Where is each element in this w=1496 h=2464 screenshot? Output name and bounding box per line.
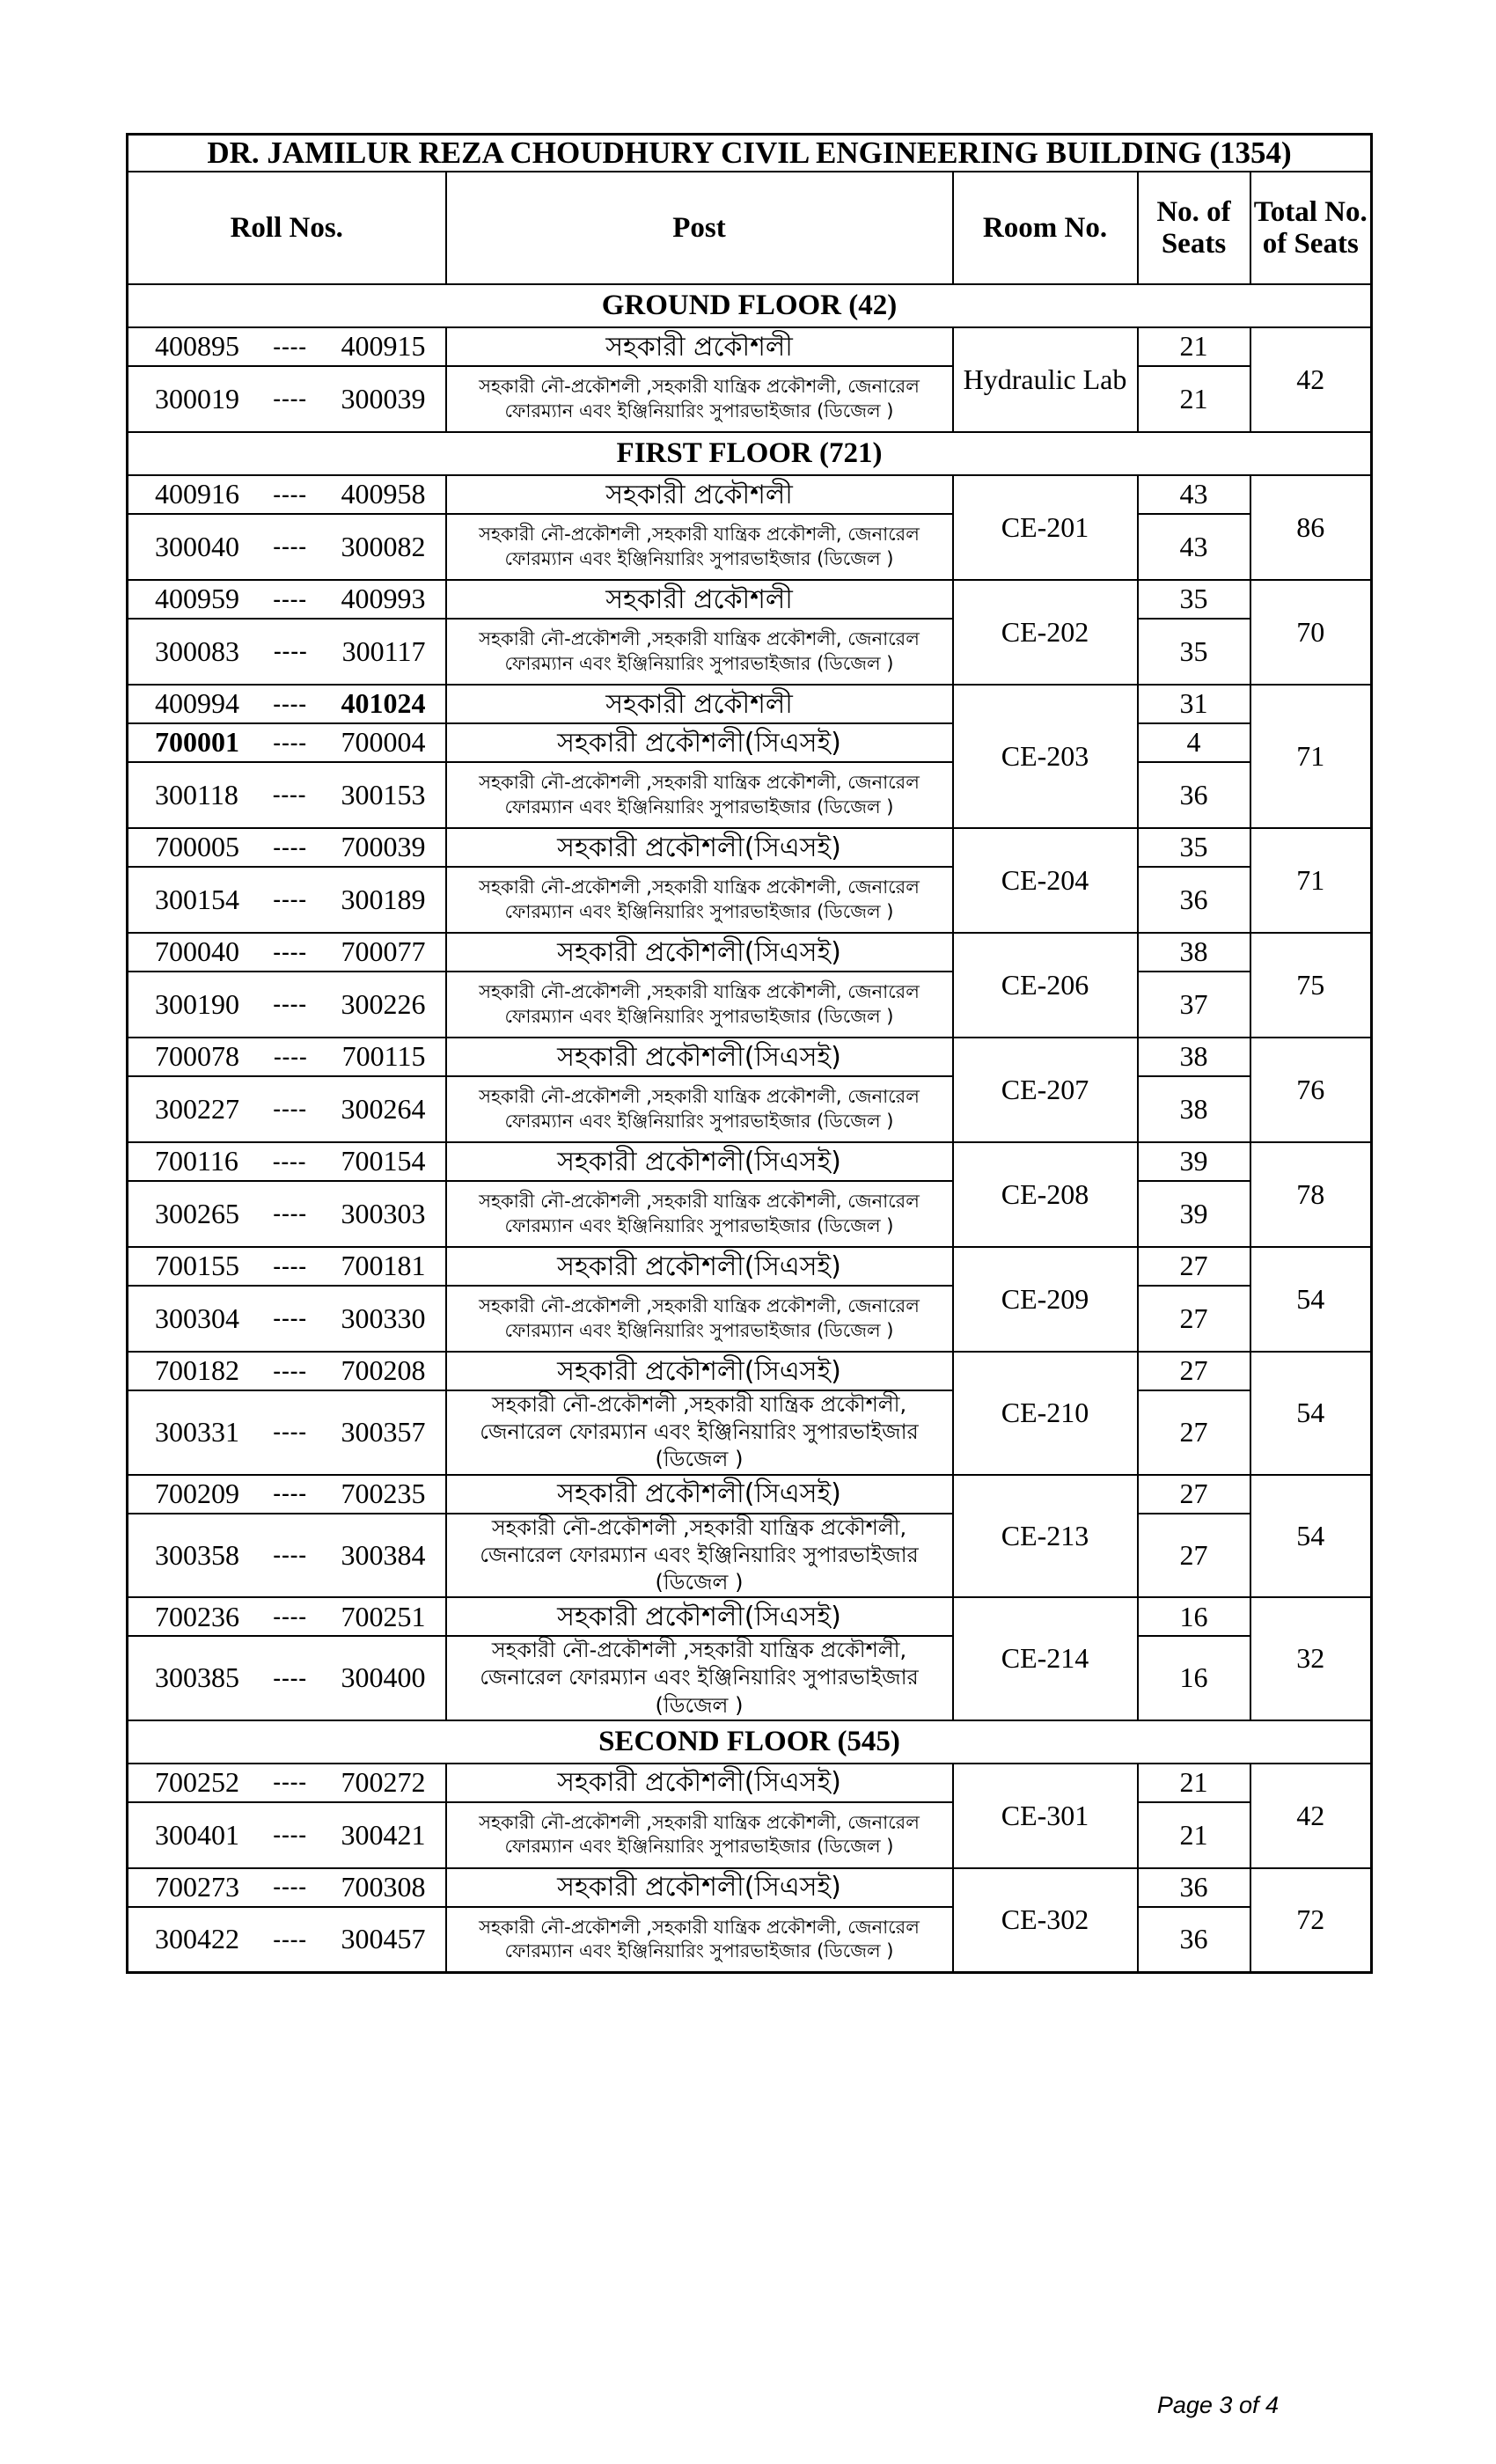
post-name: সহকারী নৌ-প্রকৌশলী ,সহকারী যান্ত্রিক প্রকৌশলী, জেনারেল ফোরম্যান এবং ইঞ্জিনিয়ারিং সুপারভাইজার (ডিজেল ) — [446, 1286, 953, 1352]
roll-to: 700208 — [341, 1354, 426, 1387]
table-row — [128, 1475, 1372, 1514]
table-row — [128, 1038, 1372, 1076]
roll-from: 300083 — [155, 634, 239, 667]
roll-range — [128, 366, 446, 432]
roll-to: 300357 — [341, 1416, 426, 1448]
seat-count: 38 — [1138, 1038, 1250, 1076]
post-name: সহকারী প্রকৌশলী(সিএসই) — [446, 1597, 953, 1636]
roll-separator: ---- — [273, 385, 308, 412]
seat-count: 36 — [1138, 1907, 1250, 1973]
roll-range — [128, 619, 446, 685]
total-seats: 71 — [1250, 828, 1372, 933]
roll-range — [128, 1764, 446, 1802]
header-room-no: Room No. — [953, 172, 1138, 284]
roll-range-inner — [128, 636, 445, 667]
room-no: CE-210 — [953, 1352, 1138, 1475]
roll-range — [128, 1286, 446, 1352]
header-no-of-seats: No. of Seats — [1138, 172, 1250, 284]
roll-range — [128, 1352, 446, 1390]
post-name: সহকারী নৌ-প্রকৌশলী ,সহকারী যান্ত্রিক প্রকৌশলী, জেনারেল ফোরম্যান এবং ইঞ্জিনিয়ারিং সুপারভাইজার (ডিজেল ) — [446, 1802, 953, 1868]
roll-range — [128, 685, 446, 723]
roll-to: 300153 — [341, 778, 426, 810]
seat-count: 31 — [1138, 685, 1250, 723]
roll-range — [128, 1038, 446, 1076]
seat-count: 21 — [1138, 327, 1250, 366]
seat-count: 38 — [1138, 1076, 1250, 1142]
room-no: CE-213 — [953, 1475, 1138, 1598]
roll-to: 300421 — [341, 1818, 426, 1851]
table-row — [128, 1390, 1372, 1475]
roll-range-inner — [128, 936, 445, 967]
roll-range — [128, 972, 446, 1038]
seat-count: 35 — [1138, 619, 1250, 685]
total-seats: 75 — [1250, 933, 1372, 1038]
roll-range — [128, 867, 446, 933]
roll-separator: ---- — [273, 1542, 308, 1568]
total-seats: 54 — [1250, 1475, 1372, 1598]
table-row — [128, 580, 1372, 619]
roll-from: 700078 — [155, 1040, 239, 1073]
post-name: সহকারী প্রকৌশলী(সিএসই) — [446, 1475, 953, 1514]
post-name: সহকারী প্রকৌশলী — [446, 475, 953, 514]
post-name: সহকারী নৌ-প্রকৌশলী ,সহকারী যান্ত্রিক প্রকৌশলী, জেনারেল ফোরম্যান এবং ইঞ্জিনিয়ারিং সুপারভাইজার (ডিজেল ) — [446, 514, 953, 580]
roll-range — [128, 1597, 446, 1636]
roll-to: 300303 — [341, 1197, 426, 1229]
roll-to: 300117 — [341, 634, 426, 667]
roll-separator: ---- — [273, 1096, 308, 1122]
table-row — [128, 972, 1372, 1038]
roll-from: 700040 — [155, 935, 239, 968]
roll-range — [128, 1636, 446, 1720]
table-row — [128, 1142, 1372, 1181]
roll-separator: ---- — [273, 1200, 308, 1227]
roll-to: 300457 — [341, 1923, 426, 1955]
roll-to: 300189 — [341, 883, 426, 915]
post-name: সহকারী নৌ-প্রকৌশলী ,সহকারী যান্ত্রিক প্রকৌশলী, জেনারেল ফোরম্যান এবং ইঞ্জিনিয়ারিং সুপারভাইজার (ডিজেল ) — [446, 762, 953, 828]
roll-range-inner — [128, 1094, 445, 1125]
total-seats: 54 — [1250, 1247, 1372, 1352]
room-no: CE-301 — [953, 1764, 1138, 1868]
roll-range — [128, 514, 446, 580]
roll-to: 300039 — [341, 382, 426, 414]
roll-from: 400994 — [155, 687, 239, 720]
room-no: CE-201 — [953, 475, 1138, 580]
seat-plan-body — [128, 135, 1372, 1973]
table-row — [128, 933, 1372, 972]
floor-row — [128, 432, 1372, 475]
roll-range-inner — [128, 989, 445, 1020]
floor-heading: FIRST FLOOR (721) — [128, 432, 1372, 475]
table-row — [128, 685, 1372, 723]
roll-range-inner — [128, 1199, 445, 1229]
seat-count: 21 — [1138, 366, 1250, 432]
roll-range — [128, 1868, 446, 1907]
roll-range — [128, 1181, 446, 1247]
header-total-seats: Total No. of Seats — [1250, 172, 1372, 284]
seat-count: 21 — [1138, 1802, 1250, 1868]
seat-count: 27 — [1138, 1247, 1250, 1286]
post-name: সহকারী প্রকৌশলী(সিএসই) — [446, 1764, 953, 1802]
roll-to: 700181 — [341, 1250, 426, 1282]
post-name: সহকারী নৌ-প্রকৌশলী ,সহকারী যান্ত্রিক প্রকৌশলী, জেনারেল ফোরম্যান এবং ইঞ্জিনিয়ারিং সুপারভাইজার (ডিজেল ) — [446, 1907, 953, 1973]
roll-from: 700236 — [155, 1600, 239, 1632]
roll-from: 300385 — [155, 1661, 239, 1694]
roll-separator: ---- — [273, 480, 308, 507]
seat-count: 27 — [1138, 1390, 1250, 1475]
roll-from: 300265 — [155, 1197, 239, 1229]
table-row — [128, 475, 1372, 514]
roll-range-inner — [128, 1250, 445, 1281]
roll-range — [128, 1390, 446, 1475]
total-seats: 78 — [1250, 1142, 1372, 1247]
building-title: DR. JAMILUR REZA CHOUDHURY CIVIL ENGINEERING BUILDING (1354) — [128, 135, 1372, 172]
table-row — [128, 1636, 1372, 1720]
post-name: সহকারী নৌ-প্রকৌশলী ,সহকারী যান্ত্রিক প্রকৌশলী, জেনারেল ফোরম্যান এবং ইঞ্জিনিয়ারিং সুপারভাইজার (ডিজেল ) — [446, 1181, 953, 1247]
roll-range-inner — [128, 1767, 445, 1798]
roll-range-inner — [128, 884, 445, 915]
roll-separator: ---- — [273, 1480, 308, 1507]
roll-separator: ---- — [273, 1925, 308, 1952]
roll-from: 700252 — [155, 1766, 239, 1799]
roll-to: 300264 — [341, 1092, 426, 1125]
roll-separator: ---- — [273, 333, 308, 359]
post-name: সহকারী নৌ-প্রকৌশলী ,সহকারী যান্ত্রিক প্রকৌশলী, জেনারেল ফোরম্যান এবং ইঞ্জিনিয়ারিং সুপারভাইজার (ডিজেল ) — [446, 1076, 953, 1142]
roll-range-inner — [128, 1478, 445, 1509]
post-name: সহকারী নৌ-প্রকৌশলী ,সহকারী যান্ত্রিক প্রকৌশলী, জেনারেল ফোরম্যান এবং ইঞ্জিনিয়ারিং সুপারভাইজার (ডিজেল ) — [446, 1390, 953, 1475]
title-row — [128, 135, 1372, 172]
roll-range — [128, 723, 446, 762]
roll-from: 700209 — [155, 1477, 239, 1509]
roll-range-inner — [128, 1540, 445, 1571]
total-seats: 42 — [1250, 327, 1372, 432]
roll-separator: ---- — [273, 1305, 308, 1331]
roll-range — [128, 1142, 446, 1181]
roll-to: 700039 — [341, 831, 426, 863]
roll-range — [128, 1475, 446, 1514]
total-seats: 70 — [1250, 580, 1372, 685]
header-row — [128, 172, 1372, 284]
table-row — [128, 867, 1372, 933]
roll-range-inner — [128, 1602, 445, 1632]
roll-to: 700308 — [341, 1871, 426, 1903]
roll-to: 700004 — [341, 726, 426, 759]
post-name: সহকারী প্রকৌশলী(সিএসই) — [446, 723, 953, 762]
roll-to: 400993 — [341, 583, 426, 615]
post-name: সহকারী প্রকৌশলী — [446, 327, 953, 366]
roll-range-inner — [128, 1146, 445, 1177]
table-row — [128, 1076, 1372, 1142]
roll-from: 300154 — [155, 883, 239, 915]
roll-separator: ---- — [274, 638, 308, 664]
roll-to: 700077 — [341, 935, 426, 968]
roll-to: 300082 — [341, 530, 426, 562]
roll-to: 700251 — [341, 1600, 426, 1632]
roll-range-inner — [128, 1820, 445, 1851]
table-row — [128, 514, 1372, 580]
post-name: সহকারী নৌ-প্রকৌশলী ,সহকারী যান্ত্রিক প্রকৌশলী, জেনারেল ফোরম্যান এবং ইঞ্জিনিয়ারিং সুপারভাইজার (ডিজেল ) — [446, 1636, 953, 1720]
roll-separator: ---- — [273, 533, 308, 560]
roll-range — [128, 1247, 446, 1286]
table-row — [128, 1764, 1372, 1802]
room-no: CE-206 — [953, 933, 1138, 1038]
table-row — [128, 1286, 1372, 1352]
roll-separator: ---- — [273, 938, 308, 964]
seat-count: 36 — [1138, 1868, 1250, 1907]
roll-range-inner — [128, 384, 445, 414]
roll-to: 401024 — [341, 687, 426, 720]
total-seats: 76 — [1250, 1038, 1372, 1142]
roll-range-inner — [128, 532, 445, 562]
roll-separator: ---- — [272, 1148, 307, 1174]
roll-to: 400958 — [341, 478, 426, 510]
room-no: CE-203 — [953, 685, 1138, 828]
post-name: সহকারী প্রকৌশলী — [446, 685, 953, 723]
roll-from: 300331 — [155, 1416, 239, 1448]
room-no: CE-208 — [953, 1142, 1138, 1247]
header-post: Post — [446, 172, 953, 284]
post-name: সহকারী প্রকৌশলী(সিএসই) — [446, 933, 953, 972]
seat-count: 16 — [1138, 1597, 1250, 1636]
header-roll-nos: Roll Nos. — [128, 172, 446, 284]
table-row — [128, 1514, 1372, 1598]
roll-range — [128, 580, 446, 619]
roll-separator: ---- — [273, 886, 308, 913]
roll-separator: ---- — [273, 729, 308, 755]
post-name: সহকারী নৌ-প্রকৌশলী ,সহকারী যান্ত্রিক প্রকৌশলী, জেনারেল ফোরম্যান এবং ইঞ্জিনিয়ারিং সুপারভাইজার (ডিজেল ) — [446, 619, 953, 685]
seat-count: 39 — [1138, 1142, 1250, 1181]
table-row — [128, 1181, 1372, 1247]
seat-count: 27 — [1138, 1475, 1250, 1514]
seat-count: 35 — [1138, 580, 1250, 619]
roll-from: 400895 — [155, 330, 239, 363]
post-name: সহকারী নৌ-প্রকৌশলী ,সহকারী যান্ত্রিক প্রকৌশলী, জেনারেল ফোরম্যান এবং ইঞ্জিনিয়ারিং সুপারভাইজার (ডিজেল ) — [446, 972, 953, 1038]
roll-range-inner — [128, 1355, 445, 1386]
roll-to: 400915 — [341, 330, 426, 363]
total-seats: 86 — [1250, 475, 1372, 580]
roll-range — [128, 1076, 446, 1142]
roll-from: 300118 — [155, 778, 238, 810]
total-seats: 72 — [1250, 1868, 1372, 1973]
seat-count: 39 — [1138, 1181, 1250, 1247]
seat-count: 36 — [1138, 867, 1250, 933]
table-row — [128, 1597, 1372, 1636]
seat-count: 27 — [1138, 1352, 1250, 1390]
total-seats: 32 — [1250, 1597, 1372, 1720]
seat-count: 16 — [1138, 1636, 1250, 1720]
table-row — [128, 327, 1372, 366]
roll-from: 700273 — [155, 1871, 239, 1903]
total-seats: 71 — [1250, 685, 1372, 828]
roll-to: 700235 — [341, 1477, 426, 1509]
roll-range-inner — [128, 331, 445, 362]
roll-from: 300304 — [155, 1302, 239, 1334]
seat-count: 4 — [1138, 723, 1250, 762]
room-no: CE-209 — [953, 1247, 1138, 1352]
table-row — [128, 1802, 1372, 1868]
roll-range-inner — [128, 1662, 445, 1693]
roll-from: 700005 — [155, 831, 239, 863]
seat-count: 27 — [1138, 1286, 1250, 1352]
roll-range-inner — [128, 780, 445, 810]
roll-range — [128, 828, 446, 867]
roll-separator: ---- — [273, 1602, 308, 1629]
roll-separator: ---- — [273, 690, 308, 716]
roll-range-inner — [128, 1872, 445, 1903]
floor-heading: GROUND FLOOR (42) — [128, 284, 1372, 327]
roll-to: 300330 — [341, 1302, 426, 1334]
roll-range-inner — [128, 1041, 445, 1072]
seat-count: 35 — [1138, 828, 1250, 867]
roll-range-inner — [128, 583, 445, 614]
roll-from: 300358 — [155, 1538, 239, 1571]
roll-from: 700116 — [155, 1145, 238, 1177]
room-no: Hydraulic Lab — [953, 327, 1138, 432]
roll-from: 300040 — [155, 530, 239, 562]
table-row — [128, 366, 1372, 432]
roll-separator: ---- — [273, 1874, 308, 1900]
post-name: সহকারী প্রকৌশলী(সিএসই) — [446, 1247, 953, 1286]
roll-range-inner — [128, 1417, 445, 1448]
table-row — [128, 762, 1372, 828]
total-seats: 54 — [1250, 1352, 1372, 1475]
roll-range-inner — [128, 1303, 445, 1334]
roll-to: 300400 — [341, 1661, 426, 1694]
roll-separator: ---- — [273, 1419, 308, 1445]
seat-count: 43 — [1138, 475, 1250, 514]
roll-from: 300422 — [155, 1923, 239, 1955]
roll-range-inner — [128, 479, 445, 510]
floor-row — [128, 1720, 1372, 1764]
roll-separator: ---- — [273, 1252, 308, 1279]
roll-range — [128, 327, 446, 366]
roll-from: 700001 — [155, 726, 239, 759]
post-name: সহকারী প্রকৌশলী(সিএসই) — [446, 1352, 953, 1390]
seat-plan-table — [126, 133, 1373, 1974]
roll-from: 400959 — [155, 583, 239, 615]
post-name: সহকারী নৌ-প্রকৌশলী ,সহকারী যান্ত্রিক প্রকৌশলী, জেনারেল ফোরম্যান এবং ইঞ্জিনিয়ারিং সুপারভাইজার (ডিজেল ) — [446, 1514, 953, 1598]
roll-range-inner — [128, 1924, 445, 1954]
total-seats: 42 — [1250, 1764, 1372, 1868]
roll-separator: ---- — [272, 781, 307, 808]
roll-from: 700182 — [155, 1354, 239, 1387]
roll-from: 400916 — [155, 478, 239, 510]
room-no: CE-207 — [953, 1038, 1138, 1142]
page-number: Page 3 of 4 — [1156, 2392, 1279, 2418]
roll-separator: ---- — [273, 1769, 308, 1795]
seat-count: 37 — [1138, 972, 1250, 1038]
seat-count: 27 — [1138, 1514, 1250, 1598]
roll-separator: ---- — [274, 1043, 308, 1069]
roll-from: 300227 — [155, 1092, 239, 1125]
table-row — [128, 723, 1372, 762]
seat-count: 38 — [1138, 933, 1250, 972]
roll-range — [128, 762, 446, 828]
room-no: CE-204 — [953, 828, 1138, 933]
roll-from: 300401 — [155, 1818, 239, 1851]
roll-separator: ---- — [273, 1357, 308, 1383]
post-name: সহকারী প্রকৌশলী(সিএসই) — [446, 828, 953, 867]
post-name: সহকারী প্রকৌশলী — [446, 580, 953, 619]
post-name: সহকারী নৌ-প্রকৌশলী ,সহকারী যান্ত্রিক প্রকৌশলী, জেনারেল ফোরম্যান এবং ইঞ্জিনিয়ারিং সুপারভাইজার (ডিজেল ) — [446, 366, 953, 432]
roll-to: 700154 — [341, 1145, 426, 1177]
roll-range — [128, 933, 446, 972]
post-name: সহকারী প্রকৌশলী(সিএসই) — [446, 1868, 953, 1907]
seat-count: 21 — [1138, 1764, 1250, 1802]
roll-to: 700272 — [341, 1766, 426, 1799]
floor-heading: SECOND FLOOR (545) — [128, 1720, 1372, 1764]
roll-separator: ---- — [273, 991, 308, 1017]
roll-to: 300384 — [341, 1538, 426, 1571]
table-row — [128, 1352, 1372, 1390]
roll-range-inner — [128, 727, 445, 758]
table-row — [128, 619, 1372, 685]
room-no: CE-202 — [953, 580, 1138, 685]
table-row — [128, 1907, 1372, 1973]
roll-separator: ---- — [273, 1821, 308, 1847]
roll-to: 700115 — [341, 1040, 426, 1073]
roll-from: 700155 — [155, 1250, 239, 1282]
roll-separator: ---- — [273, 1664, 308, 1690]
seat-count: 43 — [1138, 514, 1250, 580]
roll-from: 300019 — [155, 382, 239, 414]
floor-row — [128, 284, 1372, 327]
post-name: সহকারী নৌ-প্রকৌশলী ,সহকারী যান্ত্রিক প্রকৌশলী, জেনারেল ফোরম্যান এবং ইঞ্জিনিয়ারিং সুপারভাইজার (ডিজেল ) — [446, 867, 953, 933]
post-name: সহকারী প্রকৌশলী(সিএসই) — [446, 1038, 953, 1076]
roll-range — [128, 1802, 446, 1868]
room-no: CE-214 — [953, 1597, 1138, 1720]
table-row — [128, 1868, 1372, 1907]
roll-range — [128, 475, 446, 514]
table-row — [128, 828, 1372, 867]
seat-count: 36 — [1138, 762, 1250, 828]
roll-range — [128, 1907, 446, 1973]
roll-range-inner — [128, 688, 445, 719]
roll-from: 300190 — [155, 987, 239, 1020]
post-name: সহকারী প্রকৌশলী(সিএসই) — [446, 1142, 953, 1181]
roll-range — [128, 1514, 446, 1598]
room-no: CE-302 — [953, 1868, 1138, 1973]
table-row — [128, 1247, 1372, 1286]
roll-separator: ---- — [273, 833, 308, 860]
roll-range-inner — [128, 832, 445, 862]
roll-to: 300226 — [341, 987, 426, 1020]
roll-separator: ---- — [273, 585, 308, 612]
